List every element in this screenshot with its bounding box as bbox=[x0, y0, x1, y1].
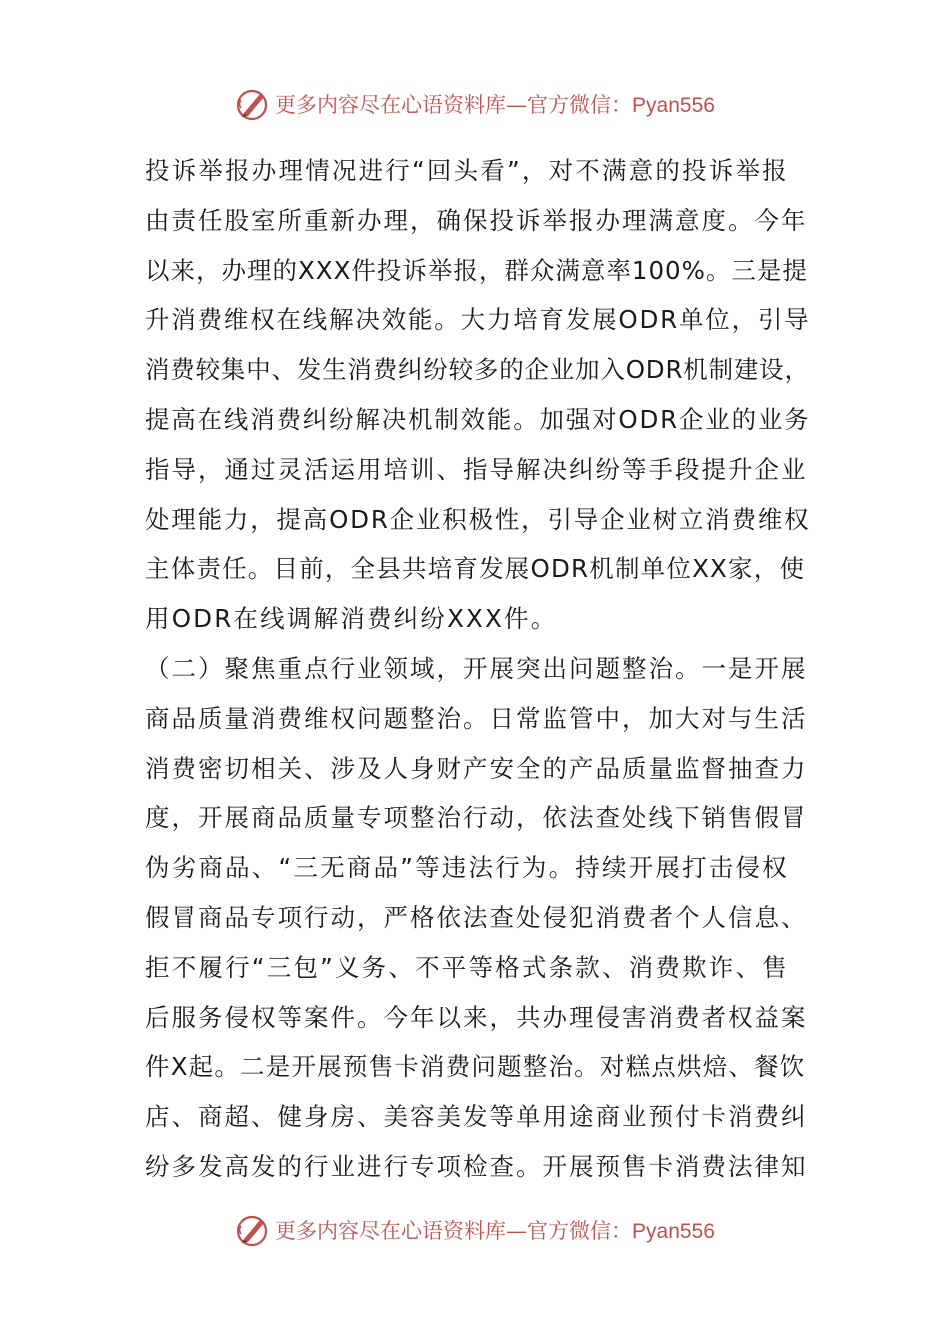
text-line: （二）聚焦重点行业领域，开展突出问题整治。一是开展 bbox=[145, 653, 808, 683]
text-line: 假冒商品专项行动，严格依法查处侵犯消费者个人信息、 bbox=[145, 902, 808, 932]
text-line: 投诉举报办理情况进行“回头看”，对不满意的投诉举报 bbox=[145, 156, 789, 185]
footer-banner-text bbox=[275, 1215, 715, 1245]
text-line: 由责任股室所重新办理，确保投诉举报办理满意度。今年 bbox=[145, 205, 808, 235]
page-footer-banner bbox=[0, 1210, 950, 1250]
text-line: 以来，办理的XXX件投诉举报，群众满意率100%。三是提 bbox=[145, 255, 808, 285]
pen-logo-icon bbox=[235, 1212, 271, 1248]
text-line: 消费密切相关、涉及人身财产安全的产品质量监督抽查力 bbox=[145, 753, 808, 783]
text-line: 后服务侵权等案件。今年以来，共办理侵害消费者权益案 bbox=[145, 1002, 808, 1032]
text-line: 伪劣商品、“三无商品”等违法行为。持续开展打击侵权 bbox=[145, 853, 789, 883]
text-line: 处理能力，提高ODR企业积极性，引导企业树立消费维权 bbox=[145, 504, 811, 534]
text-line: 度，开展商品质量专项整治行动，依法查处线下销售假冒 bbox=[145, 803, 808, 833]
text-line: 主体责任。目前，全县共培育发展ODR机制单位XX家，使 bbox=[145, 554, 806, 584]
text-line: 店、商超、健身房、美容美发等单用途商业预付卡消费纠 bbox=[145, 1102, 808, 1132]
text-line: 用ODR在线调解消费纠纷XXX件。 bbox=[145, 604, 558, 634]
document-body bbox=[145, 146, 810, 1192]
text-line: 升消费维权在线解决效能。大力培育发展ODR单位，引导 bbox=[145, 305, 811, 335]
header-wechat-handle: Pyan556 bbox=[632, 94, 715, 117]
header-banner-text bbox=[275, 89, 715, 119]
text-line: 指导，通过灵活运用培训、指导解决纠纷等手段提升企业 bbox=[145, 454, 808, 484]
text-line: 提高在线消费纠纷解决机制效能。加强对ODR企业的业务 bbox=[145, 404, 811, 434]
text-line: 件X起。二是开展预售卡消费问题整治。对糕点烘焙、餐饮 bbox=[145, 1052, 806, 1082]
footer-banner-label: 更多内容尽在心语资料库—官方微信： bbox=[275, 1219, 633, 1243]
text-line: 纷多发高发的行业进行专项检查。开展预售卡消费法律知 bbox=[145, 1151, 808, 1181]
pen-logo-icon bbox=[235, 86, 271, 122]
footer-wechat-handle: Pyan556 bbox=[632, 1220, 715, 1243]
text-line: 商品质量消费维权问题整治。日常监管中，加大对与生活 bbox=[145, 703, 808, 733]
header-banner-label: 更多内容尽在心语资料库—官方微信： bbox=[275, 93, 633, 117]
text-line: 拒不履行“三包”义务、不平等格式条款、消费欺诈、售 bbox=[145, 952, 789, 982]
text-line: 消费较集中、发生消费纠纷较多的企业加入ODR机制建设， bbox=[145, 355, 810, 385]
page-header-banner bbox=[0, 84, 950, 124]
